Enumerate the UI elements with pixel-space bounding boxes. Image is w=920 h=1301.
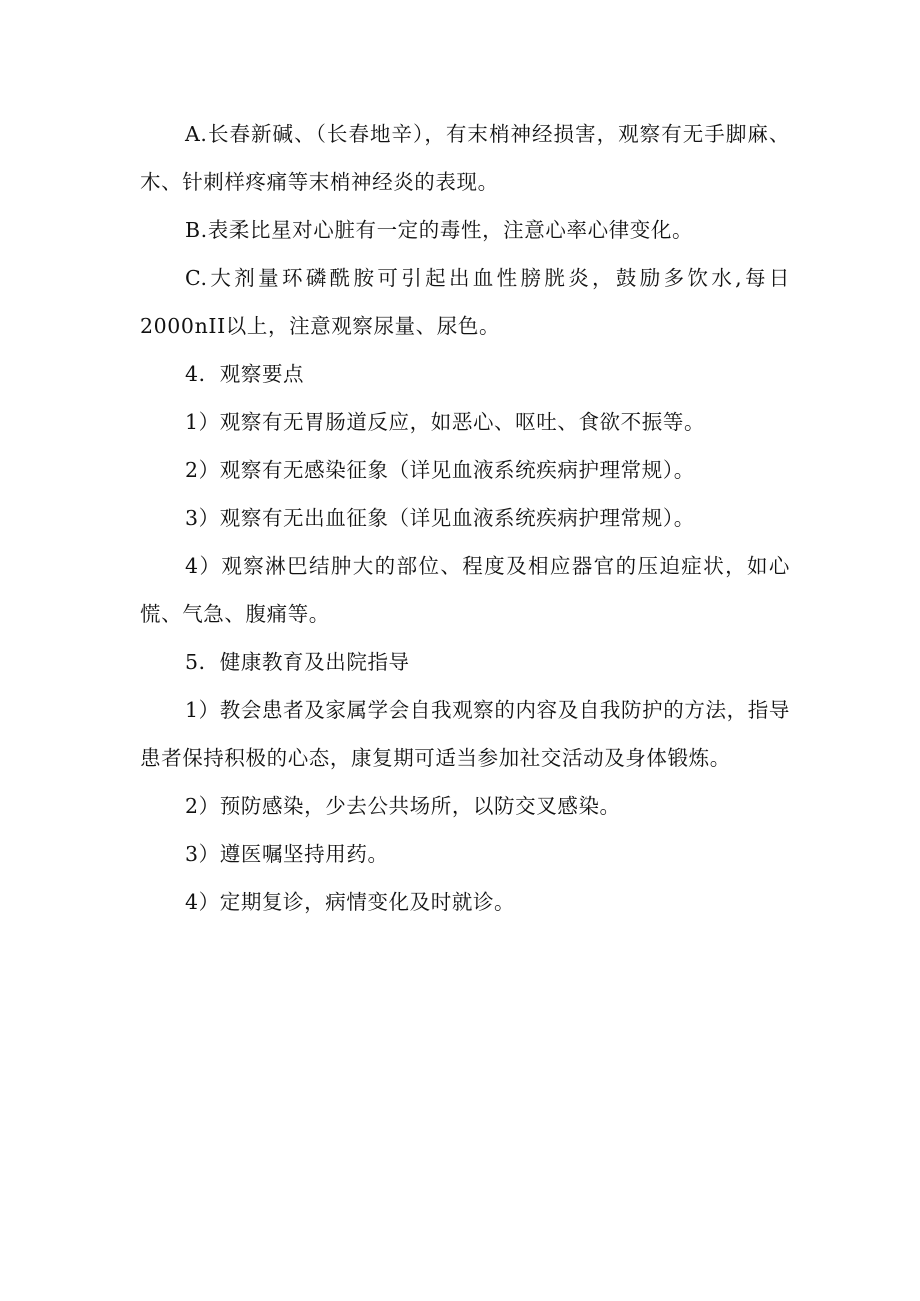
document-body xyxy=(140,110,790,926)
paragraph-observe-bleeding: 3）观察有无出血征象（详见血液系统疾病护理常规）。 xyxy=(185,506,695,530)
paragraph-observe-gi: 1）观察有无胃肠道反应，如恶心、呕吐、食欲不振等。 xyxy=(185,410,706,434)
paragraph-epirubicin-note: B.表柔比星对心脏有一定的毒性，注意心率心律变化。 xyxy=(185,218,694,242)
section-heading-observation: 4．观察要点 xyxy=(185,362,305,386)
paragraph-observe-infection: 2）观察有无感染征象（详见血液系统疾病护理常规）。 xyxy=(185,458,695,482)
paragraph-vincristine-note: A.长春新碱、（长春地辛），有末梢神经损害，观察有无手脚麻、木、针刺样疼痛等末梢神经炎的表现。 xyxy=(140,122,790,194)
paragraph-observe-lymph: 4）观察淋巴结肿大的部位、程度及相应器官的压迫症状，如心慌、气急、腹痛等。 xyxy=(140,554,790,626)
paragraph-cyclophosphamide-note: C.大剂量环磷酰胺可引起出血性膀胱炎，鼓励多饮水,每日2000nII以上，注意观察尿量、尿色。 xyxy=(140,266,790,338)
paragraph-education-infection: 2）预防感染，少去公共场所，以防交叉感染。 xyxy=(185,794,621,818)
section-heading-health-education: 5．健康教育及出院指导 xyxy=(185,650,410,674)
paragraph-education-self-observation: 1）教会患者及家属学会自我观察的内容及自我防护的方法，指导患者保持积极的心态，康复期可适当参加社交活动及身体锻炼。 xyxy=(140,698,790,770)
paragraph-education-medication: 3）遵医嘱坚持用药。 xyxy=(185,842,389,866)
paragraph-education-followup: 4）定期复诊，病情变化及时就诊。 xyxy=(185,890,516,914)
